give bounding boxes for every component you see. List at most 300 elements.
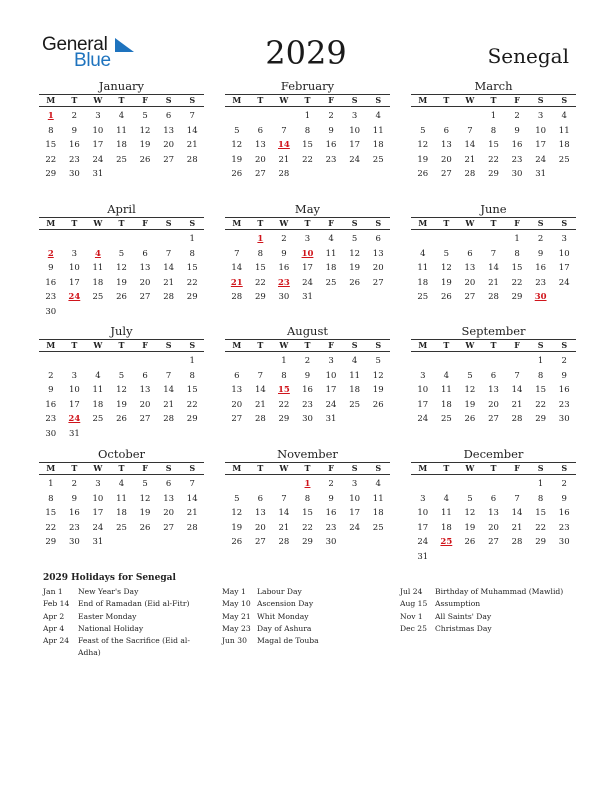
day-cell: 3 xyxy=(304,234,311,244)
day-cell: 25 xyxy=(558,154,570,165)
holiday-day-cell: 23 xyxy=(278,277,290,288)
weekday-label: T xyxy=(443,95,450,105)
day-cell: 18 xyxy=(372,508,384,518)
weekday-label: M xyxy=(46,95,56,105)
holiday-item xyxy=(43,598,203,610)
day-cell: 27 xyxy=(464,292,476,302)
weekday-header xyxy=(39,339,204,352)
month-name: October xyxy=(97,447,146,461)
holiday-name: Ascension Day xyxy=(257,599,314,609)
day-cell: 13 xyxy=(163,493,175,504)
holiday-day-cell: 25 xyxy=(440,537,453,547)
day-cell: 5 xyxy=(420,125,426,136)
weekday-label: M xyxy=(232,340,242,350)
day-cell: 19 xyxy=(231,154,243,165)
weekday-header xyxy=(225,217,390,230)
day-cell: 11 xyxy=(558,125,570,136)
month-name: February xyxy=(280,79,335,93)
day-cell: 1 xyxy=(304,111,311,121)
day-cell: 10 xyxy=(349,125,361,136)
day-cell: 25 xyxy=(116,522,127,533)
day-cell: 20 xyxy=(440,154,452,165)
day-cell: 20 xyxy=(488,522,499,533)
day-cell: 27 xyxy=(139,292,151,302)
empty-day-cell xyxy=(458,109,482,124)
holiday-date: May 21 xyxy=(222,611,251,621)
day-cell: 2 xyxy=(328,479,334,489)
holiday-item xyxy=(43,611,203,623)
day-cell: 24 xyxy=(417,414,429,424)
weekday-label: S xyxy=(165,218,172,228)
month-august xyxy=(225,324,390,427)
day-cell: 12 xyxy=(417,140,429,150)
day-cell: 14 xyxy=(254,385,266,395)
day-cell: 28 xyxy=(163,292,175,302)
weekday-label: F xyxy=(514,218,520,228)
holiday-date: Dec 25 xyxy=(400,623,427,633)
holiday-day-cell: 4 xyxy=(94,248,101,259)
empty-day-cell xyxy=(482,477,506,492)
day-cell: 8 xyxy=(537,370,544,381)
holiday-list-title: 2029 Holidays for Senegal xyxy=(43,573,176,583)
holiday-name: Birthday of Muhammad (Mawlid) xyxy=(435,587,564,596)
holiday-date: Apr 4 xyxy=(43,623,65,633)
day-cell: 10 xyxy=(417,508,429,518)
day-cell: 31 xyxy=(92,537,104,547)
day-cell: 4 xyxy=(375,479,381,489)
day-cell: 17 xyxy=(349,508,361,518)
day-cell: 19 xyxy=(139,140,151,150)
day-grid xyxy=(39,232,204,319)
weekday-label: S xyxy=(351,218,358,228)
weekday-label: W xyxy=(279,340,289,350)
day-cell: 15 xyxy=(186,385,198,395)
holiday-item xyxy=(222,611,382,623)
day-cell: 11 xyxy=(417,263,429,273)
day-cell: 24 xyxy=(349,154,361,165)
day-cell: 19 xyxy=(139,508,151,518)
day-cell: 5 xyxy=(351,234,358,244)
day-cell: 22 xyxy=(302,154,313,165)
day-cell: 16 xyxy=(45,277,57,288)
day-cell: 22 xyxy=(45,522,57,533)
month-october xyxy=(39,447,204,550)
day-cell: 30 xyxy=(302,414,313,424)
day-cell: 29 xyxy=(488,169,499,179)
empty-day-cell xyxy=(458,477,482,492)
weekday-label: F xyxy=(142,95,148,105)
day-cell: 20 xyxy=(163,140,175,150)
day-cell: 15 xyxy=(302,508,313,518)
holiday-date: May 10 xyxy=(222,599,251,609)
day-cell: 8 xyxy=(281,370,287,381)
day-cell: 3 xyxy=(71,370,78,381)
day-cell: 8 xyxy=(189,248,195,259)
day-cell: 18 xyxy=(558,140,570,150)
day-cell: 19 xyxy=(464,399,476,410)
day-grid xyxy=(225,477,390,550)
day-cell: 19 xyxy=(372,385,384,395)
day-grid xyxy=(39,477,204,550)
holiday-item xyxy=(400,586,583,598)
day-cell: 20 xyxy=(139,399,151,410)
day-cell: 10 xyxy=(417,385,429,395)
day-cell: 4 xyxy=(420,248,426,259)
weekday-label: F xyxy=(514,95,520,105)
day-cell: 13 xyxy=(139,263,151,273)
weekday-label: M xyxy=(232,218,242,228)
day-cell: 6 xyxy=(234,370,240,381)
logo-general-text: General xyxy=(42,34,108,55)
day-cell: 29 xyxy=(45,537,57,547)
day-cell: 15 xyxy=(254,263,266,273)
weekday-label: T xyxy=(304,95,311,105)
day-cell: 22 xyxy=(186,399,198,410)
day-cell: 11 xyxy=(372,125,384,136)
weekday-label: T xyxy=(490,463,497,473)
holiday-item xyxy=(43,623,203,635)
empty-day-cell xyxy=(86,354,110,369)
weekday-header xyxy=(411,339,576,352)
weekday-label: S xyxy=(375,218,382,228)
day-cell: 7 xyxy=(467,125,473,136)
day-cell: 12 xyxy=(116,263,127,273)
holiday-name: New Year's Day xyxy=(78,587,139,596)
day-cell: 18 xyxy=(349,385,361,395)
day-cell: 2 xyxy=(71,479,78,489)
day-cell: 10 xyxy=(558,248,570,259)
day-cell: 27 xyxy=(139,414,151,424)
empty-day-cell xyxy=(110,354,134,369)
holiday-name: National Holiday xyxy=(78,623,144,633)
day-cell: 27 xyxy=(488,537,499,547)
day-cell: 26 xyxy=(464,537,476,547)
empty-day-cell xyxy=(63,354,87,369)
weekday-label: S xyxy=(165,95,172,105)
day-cell: 13 xyxy=(464,263,476,273)
day-cell: 1 xyxy=(537,356,544,366)
month-name: December xyxy=(463,447,524,461)
day-cell: 22 xyxy=(302,522,313,533)
day-cell: 14 xyxy=(231,263,243,273)
holiday-date: Nov 1 xyxy=(400,611,423,621)
day-cell: 10 xyxy=(535,125,547,136)
day-cell: 19 xyxy=(464,522,476,533)
day-cell: 11 xyxy=(92,263,104,273)
empty-day-cell xyxy=(133,354,157,369)
holiday-list xyxy=(43,572,583,658)
weekday-label: F xyxy=(142,340,148,350)
day-cell: 1 xyxy=(189,356,195,366)
day-cell: 20 xyxy=(254,522,266,533)
day-cell: 16 xyxy=(558,385,570,395)
empty-day-cell xyxy=(505,354,529,369)
holiday-date: Apr 2 xyxy=(43,611,65,621)
weekday-header xyxy=(39,94,204,107)
day-cell: 30 xyxy=(558,414,570,424)
weekday-header xyxy=(39,217,204,230)
month-april xyxy=(39,202,204,319)
day-cell: 23 xyxy=(302,399,313,410)
holiday-date: Aug 15 xyxy=(400,599,428,609)
day-cell: 26 xyxy=(139,154,151,165)
month-march xyxy=(411,79,576,182)
weekday-header xyxy=(411,462,576,475)
day-cell: 14 xyxy=(464,140,476,150)
weekday-label: T xyxy=(304,463,311,473)
holiday-column xyxy=(400,586,583,635)
day-grid xyxy=(225,109,390,182)
day-cell: 25 xyxy=(372,154,384,165)
day-cell: 5 xyxy=(443,248,450,259)
holiday-day-cell: 1 xyxy=(47,111,54,121)
day-cell: 15 xyxy=(511,263,523,273)
holiday-date: Feb 14 xyxy=(43,599,70,609)
weekday-label: F xyxy=(328,340,334,350)
weekday-label: W xyxy=(93,463,103,473)
holiday-name: All Saints' Day xyxy=(435,611,492,621)
day-cell: 21 xyxy=(278,154,290,165)
day-cell: 27 xyxy=(254,169,266,179)
day-cell: 23 xyxy=(558,399,570,410)
day-cell: 23 xyxy=(68,154,80,165)
day-cell: 29 xyxy=(302,537,313,547)
day-cell: 15 xyxy=(535,508,547,518)
day-cell: 19 xyxy=(417,154,429,165)
weekday-label: W xyxy=(93,95,103,105)
weekday-label: T xyxy=(257,218,264,228)
day-cell: 13 xyxy=(254,140,266,150)
day-grid xyxy=(39,109,204,182)
day-cell: 16 xyxy=(558,508,570,518)
day-cell: 27 xyxy=(231,414,243,424)
weekday-label: F xyxy=(328,463,334,473)
empty-day-cell xyxy=(63,232,87,247)
holiday-name: Feast of the Sacrifice (Eid al-Adha) xyxy=(78,636,190,658)
month-january xyxy=(39,79,204,182)
weekday-label: S xyxy=(537,463,544,473)
month-february xyxy=(225,79,390,182)
day-grid xyxy=(39,354,204,441)
day-cell: 12 xyxy=(372,370,384,381)
month-name: September xyxy=(461,324,526,338)
weekday-label: T xyxy=(257,340,264,350)
day-cell: 6 xyxy=(257,493,264,504)
day-cell: 10 xyxy=(325,370,337,381)
month-name: June xyxy=(480,202,507,216)
day-cell: 2 xyxy=(304,356,311,366)
day-cell: 3 xyxy=(420,370,426,381)
day-cell: 2 xyxy=(48,370,54,381)
day-cell: 6 xyxy=(467,248,473,259)
holiday-day-cell: 10 xyxy=(301,248,314,259)
day-cell: 8 xyxy=(189,370,195,381)
holiday-day-cell: 24 xyxy=(68,292,81,302)
day-cell: 28 xyxy=(254,414,266,424)
day-cell: 16 xyxy=(278,263,290,273)
day-cell: 29 xyxy=(535,414,547,424)
weekday-label: T xyxy=(118,95,125,105)
weekday-label: T xyxy=(304,340,311,350)
holiday-day-cell: 15 xyxy=(278,385,290,395)
day-cell: 13 xyxy=(254,508,266,518)
day-cell: 29 xyxy=(511,292,523,302)
day-cell: 9 xyxy=(328,125,334,136)
day-cell: 21 xyxy=(163,277,175,288)
day-cell: 19 xyxy=(440,277,452,288)
empty-day-cell xyxy=(458,354,482,369)
day-cell: 23 xyxy=(511,154,523,165)
month-name: January xyxy=(98,79,145,93)
day-cell: 19 xyxy=(231,522,243,533)
day-cell: 28 xyxy=(278,537,290,547)
day-cell: 24 xyxy=(558,277,570,288)
day-cell: 7 xyxy=(281,493,287,504)
holiday-column xyxy=(222,586,382,647)
weekday-label: M xyxy=(232,95,242,105)
day-cell: 4 xyxy=(351,356,358,366)
day-cell: 25 xyxy=(417,292,429,302)
day-cell: 17 xyxy=(92,140,104,150)
day-cell: 28 xyxy=(163,414,175,424)
day-cell: 16 xyxy=(302,385,313,395)
day-cell: 30 xyxy=(558,537,570,547)
weekday-label: S xyxy=(537,340,544,350)
weekday-label: W xyxy=(279,95,289,105)
day-cell: 25 xyxy=(325,277,337,288)
weekday-label: S xyxy=(375,95,382,105)
day-cell: 18 xyxy=(440,399,452,410)
weekday-label: M xyxy=(418,463,428,473)
day-cell: 28 xyxy=(511,414,523,424)
day-cell: 15 xyxy=(535,385,547,395)
holiday-name: Assumption xyxy=(435,599,481,609)
month-may xyxy=(225,202,390,305)
day-cell: 27 xyxy=(254,537,266,547)
day-cell: 5 xyxy=(118,370,125,381)
day-cell: 3 xyxy=(95,111,101,121)
day-cell: 24 xyxy=(92,154,104,165)
day-cell: 1 xyxy=(514,234,520,244)
day-cell: 9 xyxy=(328,493,334,504)
day-cell: 17 xyxy=(417,399,429,410)
day-cell: 29 xyxy=(45,169,57,179)
weekday-label: T xyxy=(257,463,264,473)
weekday-label: S xyxy=(351,463,358,473)
empty-day-cell xyxy=(86,232,110,247)
day-cell: 3 xyxy=(561,234,567,244)
day-cell: 27 xyxy=(163,522,175,533)
day-cell: 16 xyxy=(68,140,80,150)
day-cell: 10 xyxy=(68,385,80,395)
day-grid xyxy=(411,109,576,182)
empty-day-cell xyxy=(39,354,63,369)
day-cell: 9 xyxy=(537,248,544,259)
day-cell: 24 xyxy=(535,154,547,165)
day-cell: 11 xyxy=(325,248,337,259)
day-cell: 16 xyxy=(325,508,337,518)
country-name: Senegal xyxy=(487,44,569,68)
weekday-label: M xyxy=(232,463,242,473)
weekday-label: S xyxy=(561,95,568,105)
day-cell: 12 xyxy=(116,385,127,395)
day-cell: 24 xyxy=(302,277,313,288)
empty-day-cell xyxy=(225,477,249,492)
holiday-name: Magal de Touba xyxy=(257,636,319,646)
empty-day-cell xyxy=(157,232,181,247)
day-cell: 14 xyxy=(163,263,175,273)
weekday-label: S xyxy=(189,218,196,228)
day-cell: 2 xyxy=(71,111,78,121)
day-cell: 6 xyxy=(165,111,172,121)
day-cell: 5 xyxy=(467,370,473,381)
weekday-label: M xyxy=(46,340,56,350)
day-cell: 5 xyxy=(142,111,148,121)
holiday-name: Christmas Day xyxy=(435,623,492,633)
day-cell: 24 xyxy=(349,522,361,533)
day-grid xyxy=(225,354,390,427)
month-name: May xyxy=(294,202,321,216)
empty-day-cell xyxy=(39,232,63,247)
holiday-name: Easter Monday xyxy=(78,611,137,621)
weekday-label: W xyxy=(465,340,475,350)
empty-day-cell xyxy=(435,354,459,369)
weekday-label: T xyxy=(257,95,264,105)
day-cell: 29 xyxy=(278,414,290,424)
weekday-label: S xyxy=(561,340,568,350)
holiday-day-cell: 2 xyxy=(47,248,54,259)
weekday-label: T xyxy=(71,218,78,228)
day-cell: 28 xyxy=(186,522,198,533)
weekday-label: T xyxy=(118,340,125,350)
day-cell: 13 xyxy=(139,385,151,395)
day-cell: 10 xyxy=(349,493,361,504)
empty-day-cell xyxy=(225,354,249,369)
day-cell: 7 xyxy=(257,370,264,381)
holiday-name: Day of Ashura xyxy=(257,623,312,633)
empty-day-cell xyxy=(411,109,435,124)
weekday-label: M xyxy=(46,218,56,228)
month-name: November xyxy=(277,447,338,461)
day-cell: 4 xyxy=(118,111,125,121)
day-cell: 22 xyxy=(45,154,57,165)
holiday-name: End of Ramadan (Eid al-Fitr) xyxy=(78,599,190,609)
empty-day-cell xyxy=(505,477,529,492)
day-cell: 14 xyxy=(163,385,175,395)
day-cell: 3 xyxy=(95,479,101,489)
day-cell: 22 xyxy=(488,154,499,165)
logo-blue-text: Blue xyxy=(74,50,111,71)
day-cell: 22 xyxy=(254,277,266,288)
day-cell: 22 xyxy=(186,277,198,288)
weekday-label: S xyxy=(561,218,568,228)
day-cell: 26 xyxy=(139,522,151,533)
weekday-label: W xyxy=(279,218,289,228)
weekday-label: M xyxy=(418,218,428,228)
holiday-day-cell: 30 xyxy=(534,292,547,302)
day-cell: 11 xyxy=(92,385,104,395)
empty-day-cell xyxy=(435,109,459,124)
day-cell: 21 xyxy=(511,522,523,533)
day-cell: 12 xyxy=(231,508,243,518)
day-cell: 15 xyxy=(186,263,198,273)
day-cell: 18 xyxy=(417,277,429,288)
day-cell: 3 xyxy=(537,111,544,121)
weekday-label: F xyxy=(328,218,334,228)
day-cell: 25 xyxy=(372,522,384,533)
day-cell: 26 xyxy=(116,292,127,302)
holiday-day-cell: 1 xyxy=(304,479,311,489)
